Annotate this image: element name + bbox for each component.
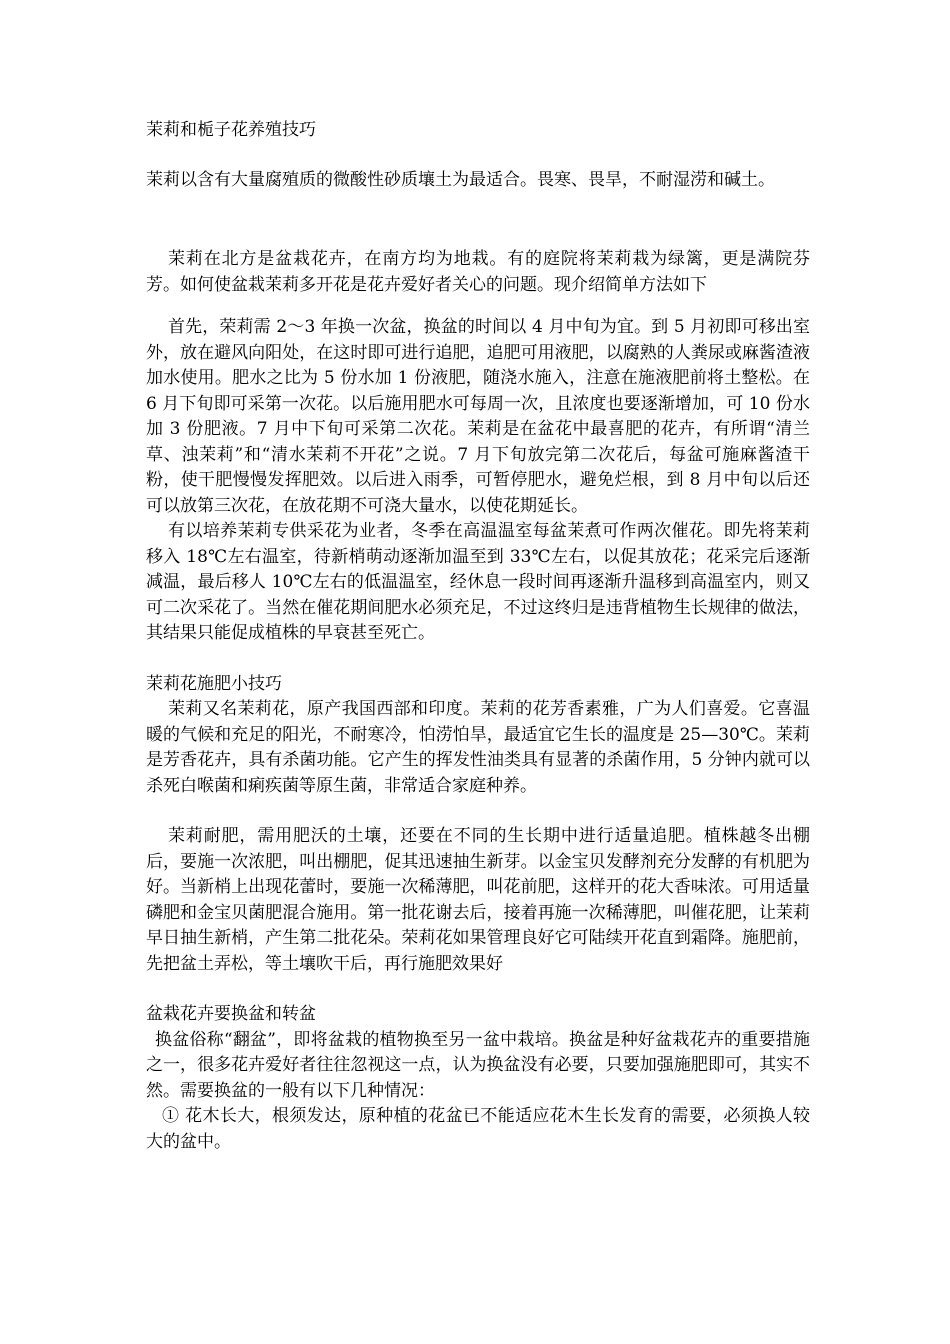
paragraph-repotting-fertilizer: 首先，荣莉需 2～3 年换一次盆，换盆的时间以 4 月中旬为宜。到 5 月初即可移出室外，放在避风向阳处，在这时即可进行追肥，追肥可用液肥，以腐熟的人粪尿或麻酱渣液加水使用。肥水之比为 5 份水加 1 份液肥，随浇水施入，注意在施液肥前将土整松。在 6 月下旬即可采第一次花。以后施用肥水可每周一次，且浓度也要逐渐增加，可 10 份水加 3 份肥液。7 月中下旬可采第二次花。茉莉是在盆花中最喜肥的花卉，有所谓“清兰草、浊茉莉”和“清水茉莉不开花”之说。7 月下旬放完第二次花后，每盆可施麻酱渣干粉，使干肥慢慢发挥肥效。以后进入雨季，可暂停肥水，避免烂根，到 8 月中旬以后还可以放第三次花，在放花期不可浇大量水，以使花期延长。: [146, 317, 810, 516]
paragraph-fertilizer-stages: 茉莉耐肥，需用肥沃的土壤，还要在不同的生长期中进行适量追肥。植株越冬出棚后，要施一次浓肥，叫出棚肥，促其迅速抽生新芽。以金宝贝发酵剂充分发酵的有机肥为好。当新梢上出现花蕾时，要施一次稀薄肥，叫花前肥，这样开的花大香味浓。可用适量磷肥和金宝贝菌肥混合施用。第一批花谢去后，接着再施一次稀薄肥，叫催花肥，让茉莉早日抽生新梢，产生第二批花朵。荣莉花如果管理良好它可陆续开花直到霜降。施肥前，先把盆土弄松，等土壤吹干后，再行施肥效果好: [146, 826, 810, 974]
document-page: [146, 118, 810, 1155]
paragraph-intro: 茉莉在北方是盆栽花卉，在南方均为地栽。有的庭院将茉莉栽为绿篱，更是满院芬芳。如何使盆栽茉莉多开花是花卉爱好者关心的问题。现介绍简单方法如下: [146, 249, 810, 295]
paragraph-soil: 茉莉以含有大量腐殖质的微酸性砂质壤土为最适合。畏寒、畏旱，不耐湿涝和碱土。: [146, 169, 775, 190]
paragraph-greenhouse: 有以培养茉莉专供采花为业者，冬季在高温温室每盆茉煮可作两次催花。即先将茉莉移入 18℃左右温室，待新梢萌动逐渐加温至到 33℃左右，以促其放花；花采完后逐渐减温，最后移人 10℃左右的低温温室，经休息一段时间再逐渐升温移到高温室内，则又可二次采花了。当然在催花期间肥水必须充足，不过这终归是违背植物生长规律的做法，其结果只能促成植株的早衰甚至死亡。: [146, 521, 810, 643]
paragraph-jasmine-origin: 茉莉又名茉莉花，原产我国西部和印度。茉莉的花芳香素雅，广为人们喜爱。它喜温暖的气候和充足的阳光，不耐寒冷，怕涝怕旱，最适宜它生长的温度是 25—30℃。茉莉是芳香花卉，具有杀菌功能。它产生的挥发性油类具有显著的杀菌作用，5 分钟内就可以杀死白喉菌和痢疾菌等原生菌，非常适合家庭种养。: [146, 699, 810, 796]
section-heading-repotting: 盆栽花卉要换盆和转盆: [146, 1004, 316, 1024]
document-title: 茉莉和栀子花养殖技巧: [146, 120, 316, 140]
list-item-repot-reason-1: ① 花木长大，根须发达，原种植的花盆已不能适应花木生长发育的需要，必须换人较大的盆中。: [146, 1106, 810, 1152]
section-heading-fertilizing: 茉莉花施肥小技巧: [146, 673, 282, 694]
paragraph-repotting: 换盆俗称“翻盆”，即将盆栽的植物换至另一盆中栽培。换盆是种好盆栽花卉的重要措施之一，很多花卉爱好者往往忽视这一点，认为换盆没有必要，只要加强施肥即可，其实不然。需要换盆的一般有以下几种情况：: [146, 1029, 810, 1101]
